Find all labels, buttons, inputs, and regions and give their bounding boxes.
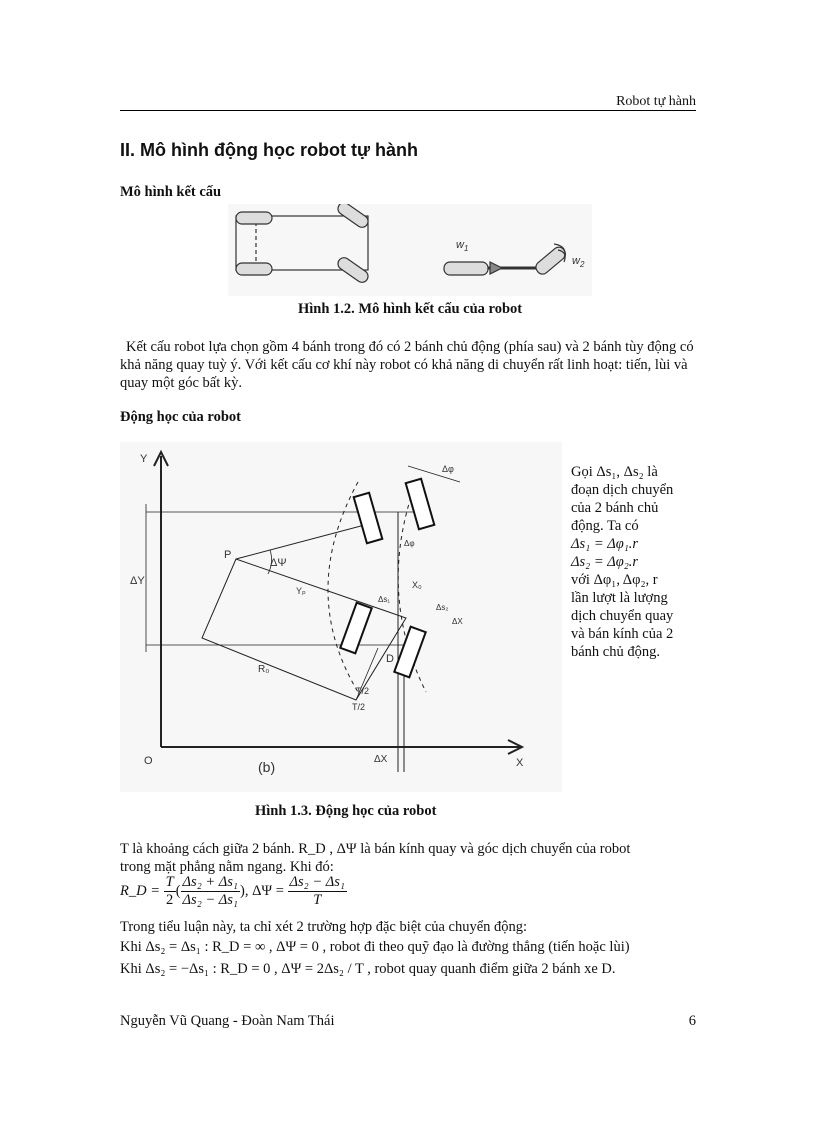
page-number: 6 bbox=[688, 1013, 696, 1029]
paragraph-line: Khi Δs₂ = Δs₁ : R_D = ∞ , ΔΨ = 0 , robot đi theo quỹ đạo là đường thẳng (tiến hoặc lùi) bbox=[120, 939, 630, 955]
label-x-axis: X bbox=[516, 757, 524, 769]
figure-kinematics-background bbox=[120, 442, 562, 792]
formula-t-over-2 bbox=[164, 874, 176, 909]
page-header bbox=[120, 94, 696, 111]
subsection-title-structure: Mô hình kết cấu bbox=[120, 184, 222, 200]
side-line: của 2 bánh chủ bbox=[571, 500, 659, 516]
side-line: bánh chủ động. bbox=[571, 644, 660, 660]
label-delta-phi: Δφ bbox=[404, 539, 415, 548]
formula-t-over-2-num: T bbox=[165, 874, 174, 890]
side-rear-wheel bbox=[444, 262, 488, 275]
paragraph-definitions bbox=[120, 840, 700, 876]
running-title: Robot tự hành bbox=[616, 94, 696, 109]
label-delta-y: ΔY bbox=[130, 575, 145, 587]
label-delta-psi: ΔΨ bbox=[270, 557, 287, 569]
paragraph-cases bbox=[120, 918, 700, 978]
page-footer bbox=[120, 1013, 696, 1030]
formula-rd-lhs: R_D = bbox=[120, 882, 164, 899]
label-point-d: D bbox=[386, 653, 394, 665]
paragraph-line: T là khoảng cách giữa 2 bánh. R_D , ΔΨ là bán kính quay và góc dịch chuyển của robot bbox=[120, 841, 631, 857]
side-line: động. Ta có bbox=[571, 518, 639, 534]
footer-authors: Nguyễn Vũ Quang - Đoàn Nam Thái bbox=[120, 1013, 335, 1029]
subsection-title-kinematics: Động học của robot bbox=[120, 409, 241, 425]
label-w2: $w_2$ bbox=[572, 255, 585, 269]
section-title: II. Mô hình động học robot tự hành bbox=[120, 140, 418, 160]
rear-wheel-bottom bbox=[236, 263, 272, 275]
paragraph-line: trong mặt phẳng nằm ngang. Khi đó: bbox=[120, 859, 334, 875]
label-w1: $w_1$ bbox=[456, 239, 469, 253]
paragraph-line: Khi Δs₂ = −Δs₁ : R_D = 0 , ΔΨ = 2Δs₂ / T , robot quay quanh điểm giữa 2 bánh xe D. bbox=[120, 961, 616, 977]
figure-1-2-caption: Hình 1.2. Mô hình kết cấu của robot bbox=[298, 301, 523, 317]
formula-rd-numerator: Δs₂ + Δs₁ bbox=[182, 874, 238, 890]
figure-structure-background bbox=[228, 204, 592, 296]
label-y-axis: Y bbox=[140, 453, 148, 465]
side-line: dịch chuyển quay bbox=[571, 608, 674, 624]
label-point-p: P bbox=[224, 549, 232, 561]
rear-wheel-top bbox=[236, 212, 272, 224]
label-t-half-2: T/2 bbox=[352, 702, 366, 712]
label-delta-s1: Δs₁ bbox=[378, 595, 391, 604]
formula-psi-lhs: , ΔΨ = bbox=[244, 882, 288, 899]
side-line: lần lượt là lượng bbox=[571, 590, 668, 606]
label-subfigure-b: (b) bbox=[258, 759, 276, 775]
figure-kinematics-diagram bbox=[120, 442, 562, 792]
formula-rd-psi: R_D = $\frac{T}{2}$ ( $\frac{\text{Δs₂ + Δs₁}}{\text{Δs₂ − Δs₁}}$ ), ΔΨ = $\frac{\text{Δs₂ − Δs₁}}{T}$ bbox=[120, 874, 345, 908]
side-line: Δs₁ = Δφ₁.r bbox=[571, 536, 639, 552]
label-delta-x-bottom: ΔX bbox=[374, 754, 388, 765]
formula-psi-fraction bbox=[288, 874, 347, 909]
figure-structure-diagram bbox=[228, 204, 592, 296]
label-t-half-1: T/2 bbox=[356, 686, 370, 696]
side-line: với Δφ₁, Δφ₂, r bbox=[571, 572, 658, 588]
label-xd: X₀ bbox=[412, 580, 422, 590]
side-explanation bbox=[571, 463, 691, 661]
side-line: đoạn dịch chuyển bbox=[571, 482, 674, 498]
formula-rd-fraction bbox=[181, 874, 240, 909]
label-delta-s2: Δs₂ bbox=[436, 603, 449, 612]
label-delta-x-small: ΔX bbox=[452, 617, 463, 626]
label-delta-phi-top: Δφ bbox=[442, 464, 454, 474]
figure-1-3-caption: Hình 1.3. Động học của robot bbox=[255, 803, 437, 819]
formula-rd-denominator: Δs₂ − Δs₁ bbox=[182, 892, 238, 908]
side-line: và bán kính của 2 bbox=[571, 626, 674, 642]
side-line: Gọi Δs₁, Δs₂ là bbox=[571, 464, 658, 480]
label-yp: Yₚ bbox=[296, 586, 306, 596]
side-line: Δs₂ = Δφ₂.r bbox=[571, 554, 639, 570]
label-origin: O bbox=[144, 755, 153, 767]
formula-t-over-2-den: 2 bbox=[166, 892, 174, 908]
formula-psi-numerator: Δs₂ − Δs₁ bbox=[289, 874, 345, 890]
paragraph-line: Trong tiểu luận này, ta chỉ xét 2 trường hợp đặc biệt của chuyển động: bbox=[120, 919, 528, 935]
paragraph-structure-description: Kết cấu robot lựa chọn gồm 4 bánh trong đó có 2 bánh chủ động (phía sau) và 2 bánh tùy động có khả năng quay tuỳ ý. Với kết cấu cơ khí này robot có khả năng di chuyển rất linh hoạt: tiến, lùi và quay một góc bất kỳ. bbox=[120, 339, 694, 391]
formula-psi-denominator: T bbox=[313, 892, 322, 908]
label-rd: R₀ bbox=[258, 664, 270, 675]
